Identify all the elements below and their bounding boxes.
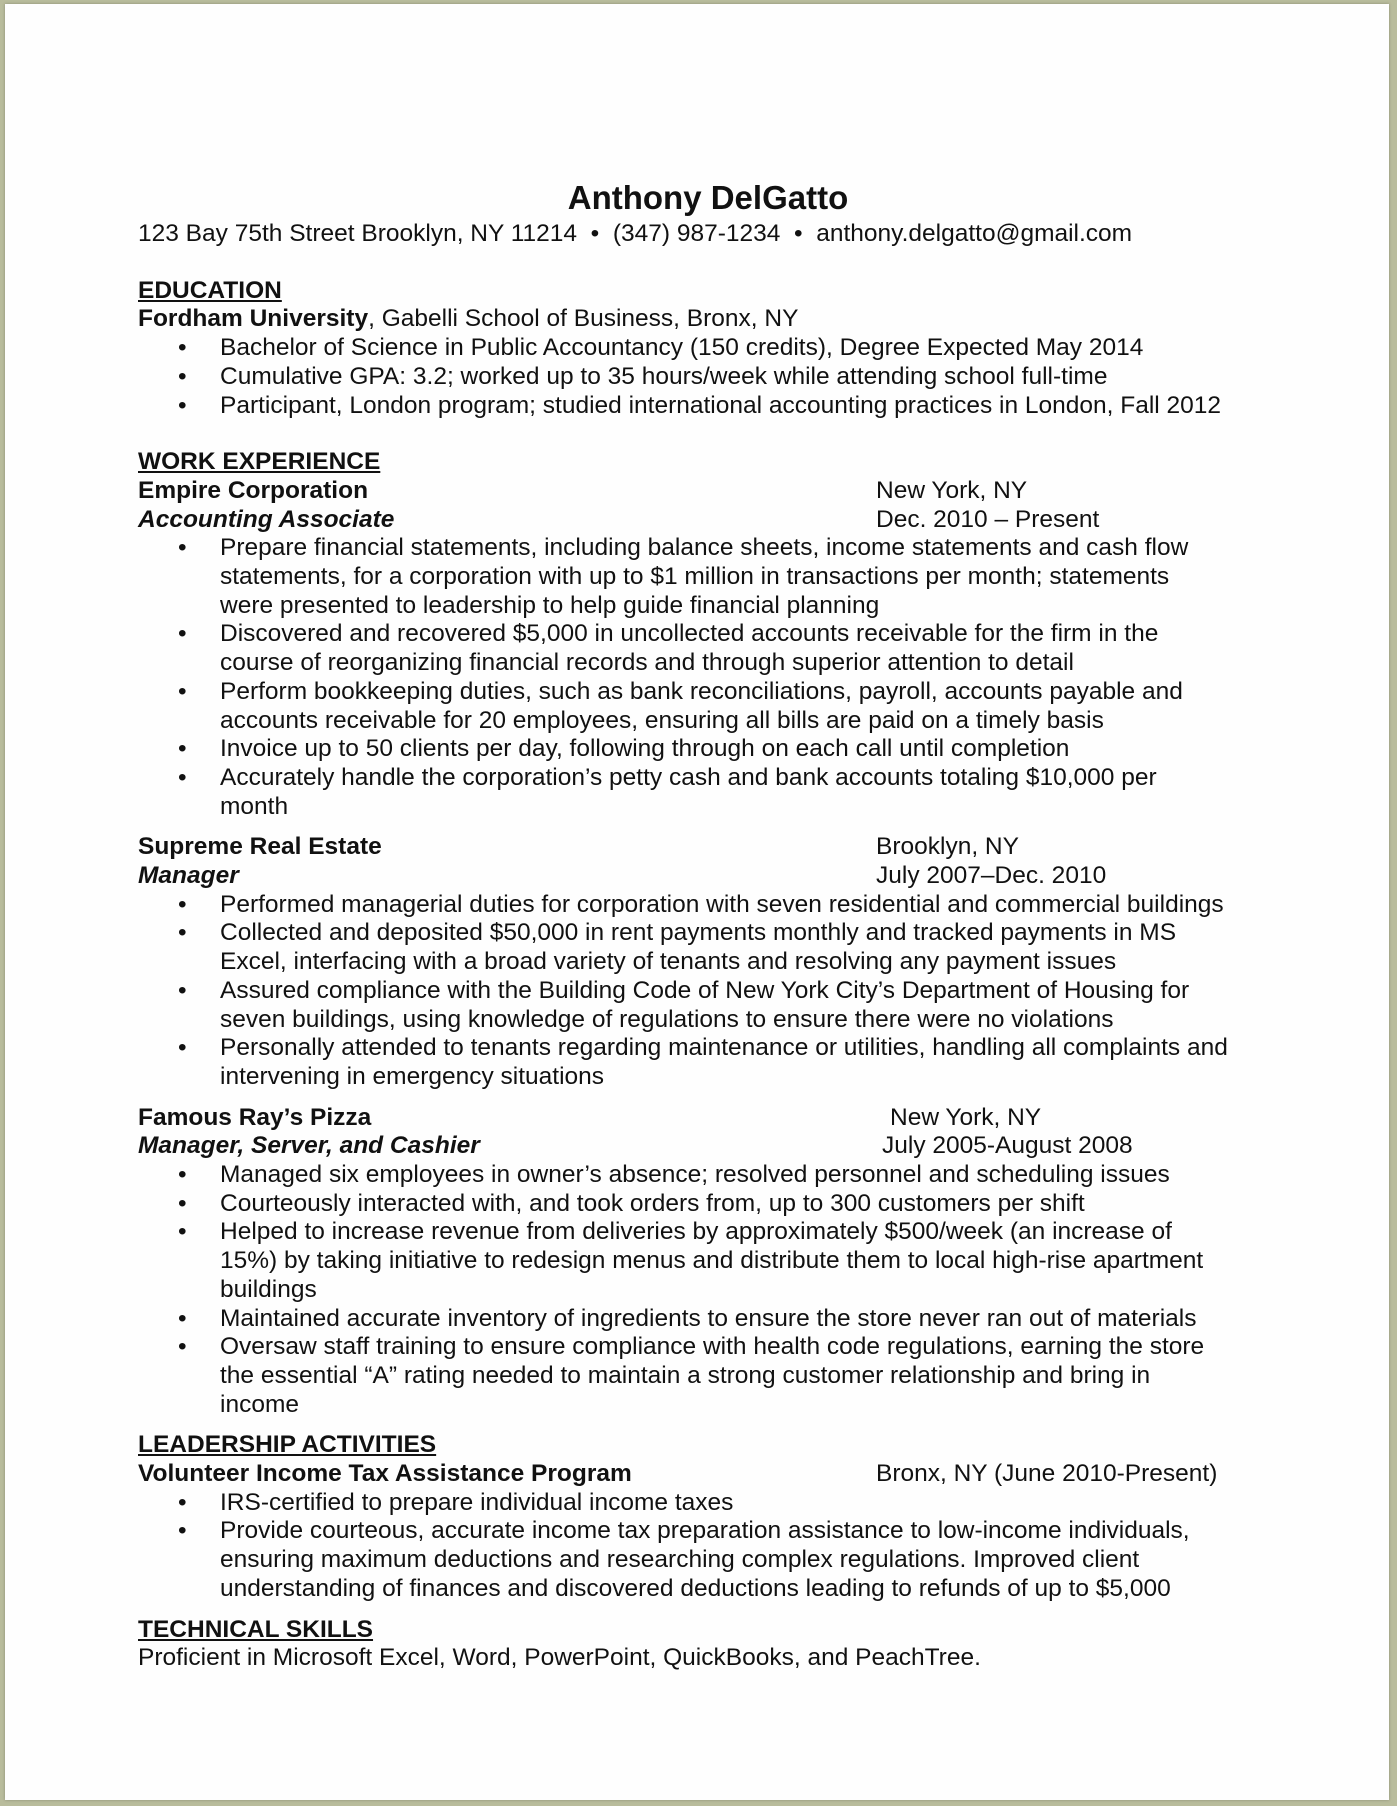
- job-dates: July 2007–Dec. 2010: [876, 862, 1107, 890]
- company-name: Empire Corporation: [138, 476, 369, 504]
- list-item: • Collected and deposited $50,000 in rent payments monthly and tracked payments in MS Excel, interfacing with a broad variety of tenants and resolving any payment issues: [178, 919, 1177, 976]
- education-bullets: [138, 334, 1298, 420]
- address: 123 Bay 75th Street Brooklyn, NY 11214: [138, 220, 578, 247]
- education-heading: EDUCATION: [138, 276, 282, 304]
- list-item: • Courteously interacted with, and took orders from, up to 300 customers per shift: [178, 1189, 1085, 1217]
- education-school-line: [138, 305, 1298, 334]
- list-item: • Prepare financial statements, including balance sheets, income statements and cash flow statements, for a corporation with up to $1 million in transactions per month; statements were presented to leadership to help guide financial planning: [178, 534, 1189, 619]
- list-item: • Maintained accurate inventory of ingredients to ensure the store never ran out of materials: [178, 1304, 1197, 1332]
- list-item: • Bachelor of Science in Public Accountancy (150 credits), Degree Expected May 2014: [178, 334, 1144, 362]
- list-item: • IRS-certified to prepare individual income taxes: [178, 1488, 734, 1516]
- leadership-heading: LEADERSHIP ACTIVITIES: [138, 1431, 437, 1459]
- job-bullets: [138, 891, 1298, 1092]
- list-item: • Perform bookkeeping duties, such as bank reconciliations, payroll, accounts payable and accounts receivable for 20 employees, ensuring all bills are paid on a timely basis: [178, 677, 1183, 734]
- job-entry: [138, 833, 1298, 1091]
- list-item: • Cumulative GPA: 3.2; worked up to 35 hours/week while attending school full-time: [178, 362, 1108, 390]
- company-name: Supreme Real Estate: [138, 833, 382, 861]
- job-bullets: [138, 534, 1298, 821]
- candidate-name: Anthony DelGatto: [567, 179, 849, 216]
- skills-heading: TECHNICAL SKILLS: [138, 1615, 374, 1643]
- job-location: New York, NY: [890, 1103, 1042, 1131]
- job-bullets: [138, 1161, 1298, 1419]
- school-name: Fordham University: [138, 305, 369, 333]
- job-entry: [138, 477, 1298, 821]
- job-entry: [138, 1104, 1298, 1420]
- list-item: • Provide courteous, accurate income tax preparation assistance to low-income individuals, ensuring maximum deductions and researching complex regulations. Improved client understanding of finances and discovered deductions leading to refunds of up to $5,000: [178, 1517, 1190, 1602]
- list-item: • Helped to increase revenue from deliveries by approximately $500/week (an increase of 15%) by taking initiative to redesign menus and distribute them to local high-rise apartment buildings: [178, 1218, 1204, 1303]
- org-location-dates: Bronx, NY (June 2010-Present): [876, 1460, 1218, 1488]
- school-detail: , Gabelli School of Business, Bronx, NY: [368, 305, 799, 333]
- job-role: Manager: [138, 862, 239, 890]
- leadership-bullets: [138, 1489, 1298, 1604]
- company-name: Famous Ray’s Pizza: [138, 1103, 372, 1131]
- list-item: • Assured compliance with the Building Code of New York City’s Department of Housing for seven buildings, using knowledge of regulations to ensure there were no violations: [178, 976, 1190, 1033]
- job-role: Accounting Associate: [138, 505, 395, 533]
- job-dates: July 2005-August 2008: [882, 1132, 1133, 1160]
- resume-body: [138, 174, 1298, 1673]
- list-item: • Managed six employees in owner’s absence; resolved personnel and scheduling issues: [178, 1161, 1170, 1188]
- phone: (347) 987-1234: [612, 220, 781, 247]
- list-item: • Oversaw staff training to ensure compliance with health code regulations, earning the store the essential “A” rating needed to maintain a strong customer relationship and bring in income: [178, 1333, 1205, 1418]
- skills-text: Proficient in Microsoft Excel, Word, PowerPoint, QuickBooks, and PeachTree.: [138, 1644, 981, 1672]
- list-item: • Accurately handle the corporation’s petty cash and bank accounts totaling $10,000 per month: [178, 763, 1157, 820]
- job-dates: Dec. 2010 – Present: [876, 505, 1100, 533]
- work-heading: WORK EXPERIENCE: [138, 448, 381, 476]
- separator: •: [590, 220, 600, 247]
- separator: •: [794, 220, 803, 247]
- list-item: • Personally attended to tenants regarding maintenance or utilities, handling all complaints and intervening in emergency situations: [178, 1034, 1228, 1090]
- org-name: Volunteer Income Tax Assistance Program: [138, 1460, 632, 1488]
- resume-page: [5, 4, 1389, 1800]
- job-location: Brooklyn, NY: [876, 833, 1019, 861]
- contact-line: [138, 220, 1298, 249]
- list-item: • Invoice up to 50 clients per day, following through on each call until completion: [178, 735, 1070, 763]
- list-item: • Discovered and recovered $5,000 in uncollected accounts receivable for the firm in the course of reorganizing financial records and through superior attention to detail: [178, 620, 1159, 677]
- job-location: New York, NY: [876, 476, 1028, 504]
- email: anthony.delgatto@gmail.com: [816, 220, 1133, 247]
- job-role: Manager, Server, and Cashier: [138, 1132, 480, 1160]
- list-item: • Performed managerial duties for corporation with seven residential and commercial buildings: [178, 890, 1224, 918]
- list-item: • Participant, London program; studied international accounting practices in London, Fall 2012: [178, 391, 1222, 419]
